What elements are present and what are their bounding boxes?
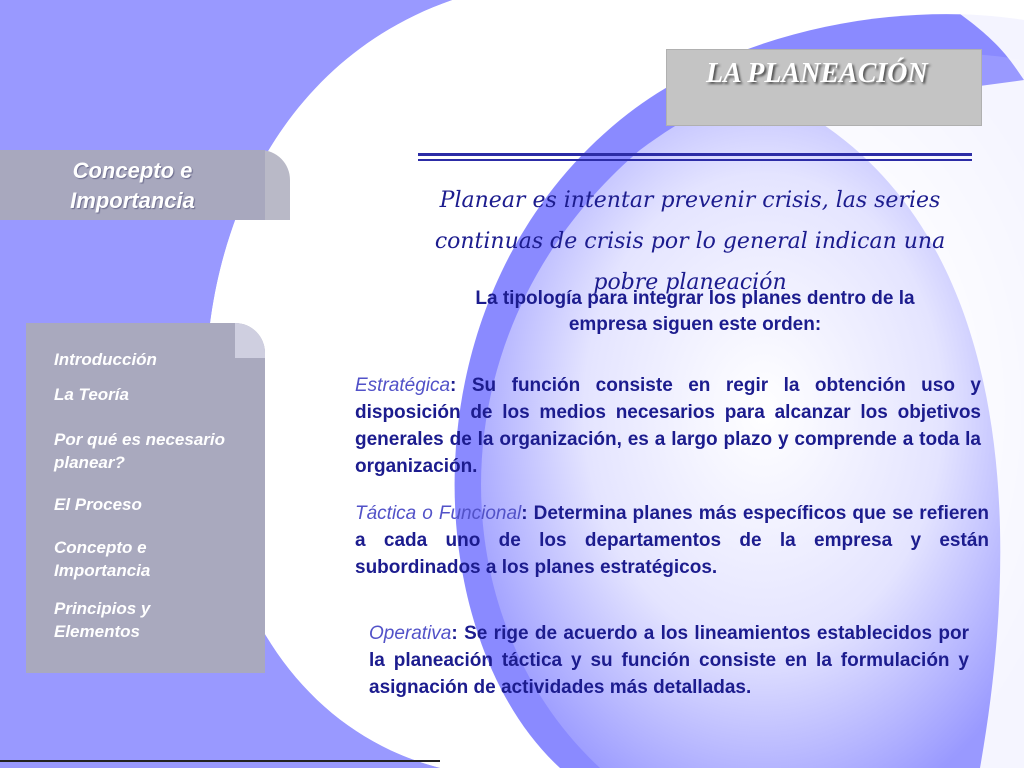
- term-separator: :: [451, 623, 465, 644]
- term-label: Táctica o Funcional: [355, 503, 522, 524]
- title-divider-thin: [418, 159, 972, 161]
- intro-text: La tipología para integrar los planes dentro de la empresa siguen este orden:: [475, 288, 915, 335]
- section-operativa: [369, 620, 969, 701]
- term-label: Estratégica: [355, 375, 451, 396]
- nav-item-principios-elementos[interactable]: Principios y Elementos: [54, 599, 151, 641]
- term-description: Su función consiste en regir la obtención uso y disposición de los medios necesarios para alcanzar los objetivos generales de la organización, es a largo plazo y comprende a toda la organización.: [355, 375, 981, 477]
- quote-text: Planear es intentar prevenir crisis, las series continuas de crisis por lo general indican una pobre planeación: [434, 188, 946, 295]
- term-separator: :: [521, 503, 534, 524]
- title-divider: [418, 153, 972, 156]
- term-label: Operativa: [369, 623, 452, 644]
- nav-item-la-teoria[interactable]: La Teoría: [54, 385, 129, 404]
- term-description: Se rige de acuerdo a los lineamientos establecidos por la planeación táctica y su función consiste en la formulación y asignación de actividades más detalladas.: [369, 623, 970, 698]
- term-separator: :: [450, 375, 472, 396]
- nav-item-por-que-planear[interactable]: Por qué es necesario planear?: [54, 430, 226, 472]
- page-title: LA PLANEACIÓN: [706, 58, 928, 89]
- section-title: Concepto e Importancia: [70, 158, 195, 213]
- nav-item-concepto-importancia[interactable]: Concepto e Importancia: [54, 538, 151, 580]
- nav-item-introduccion[interactable]: Introducción: [54, 350, 157, 369]
- section-estrategica: [355, 372, 981, 480]
- footer-line: [0, 760, 440, 762]
- section-tactica: [355, 500, 989, 581]
- nav-item-el-proceso[interactable]: El Proceso: [54, 495, 142, 514]
- term-description: Determina planes más específicos que se refieren a cada uno de los departamentos de la empresa y están subordinados a los planes estratégicos.: [355, 503, 990, 578]
